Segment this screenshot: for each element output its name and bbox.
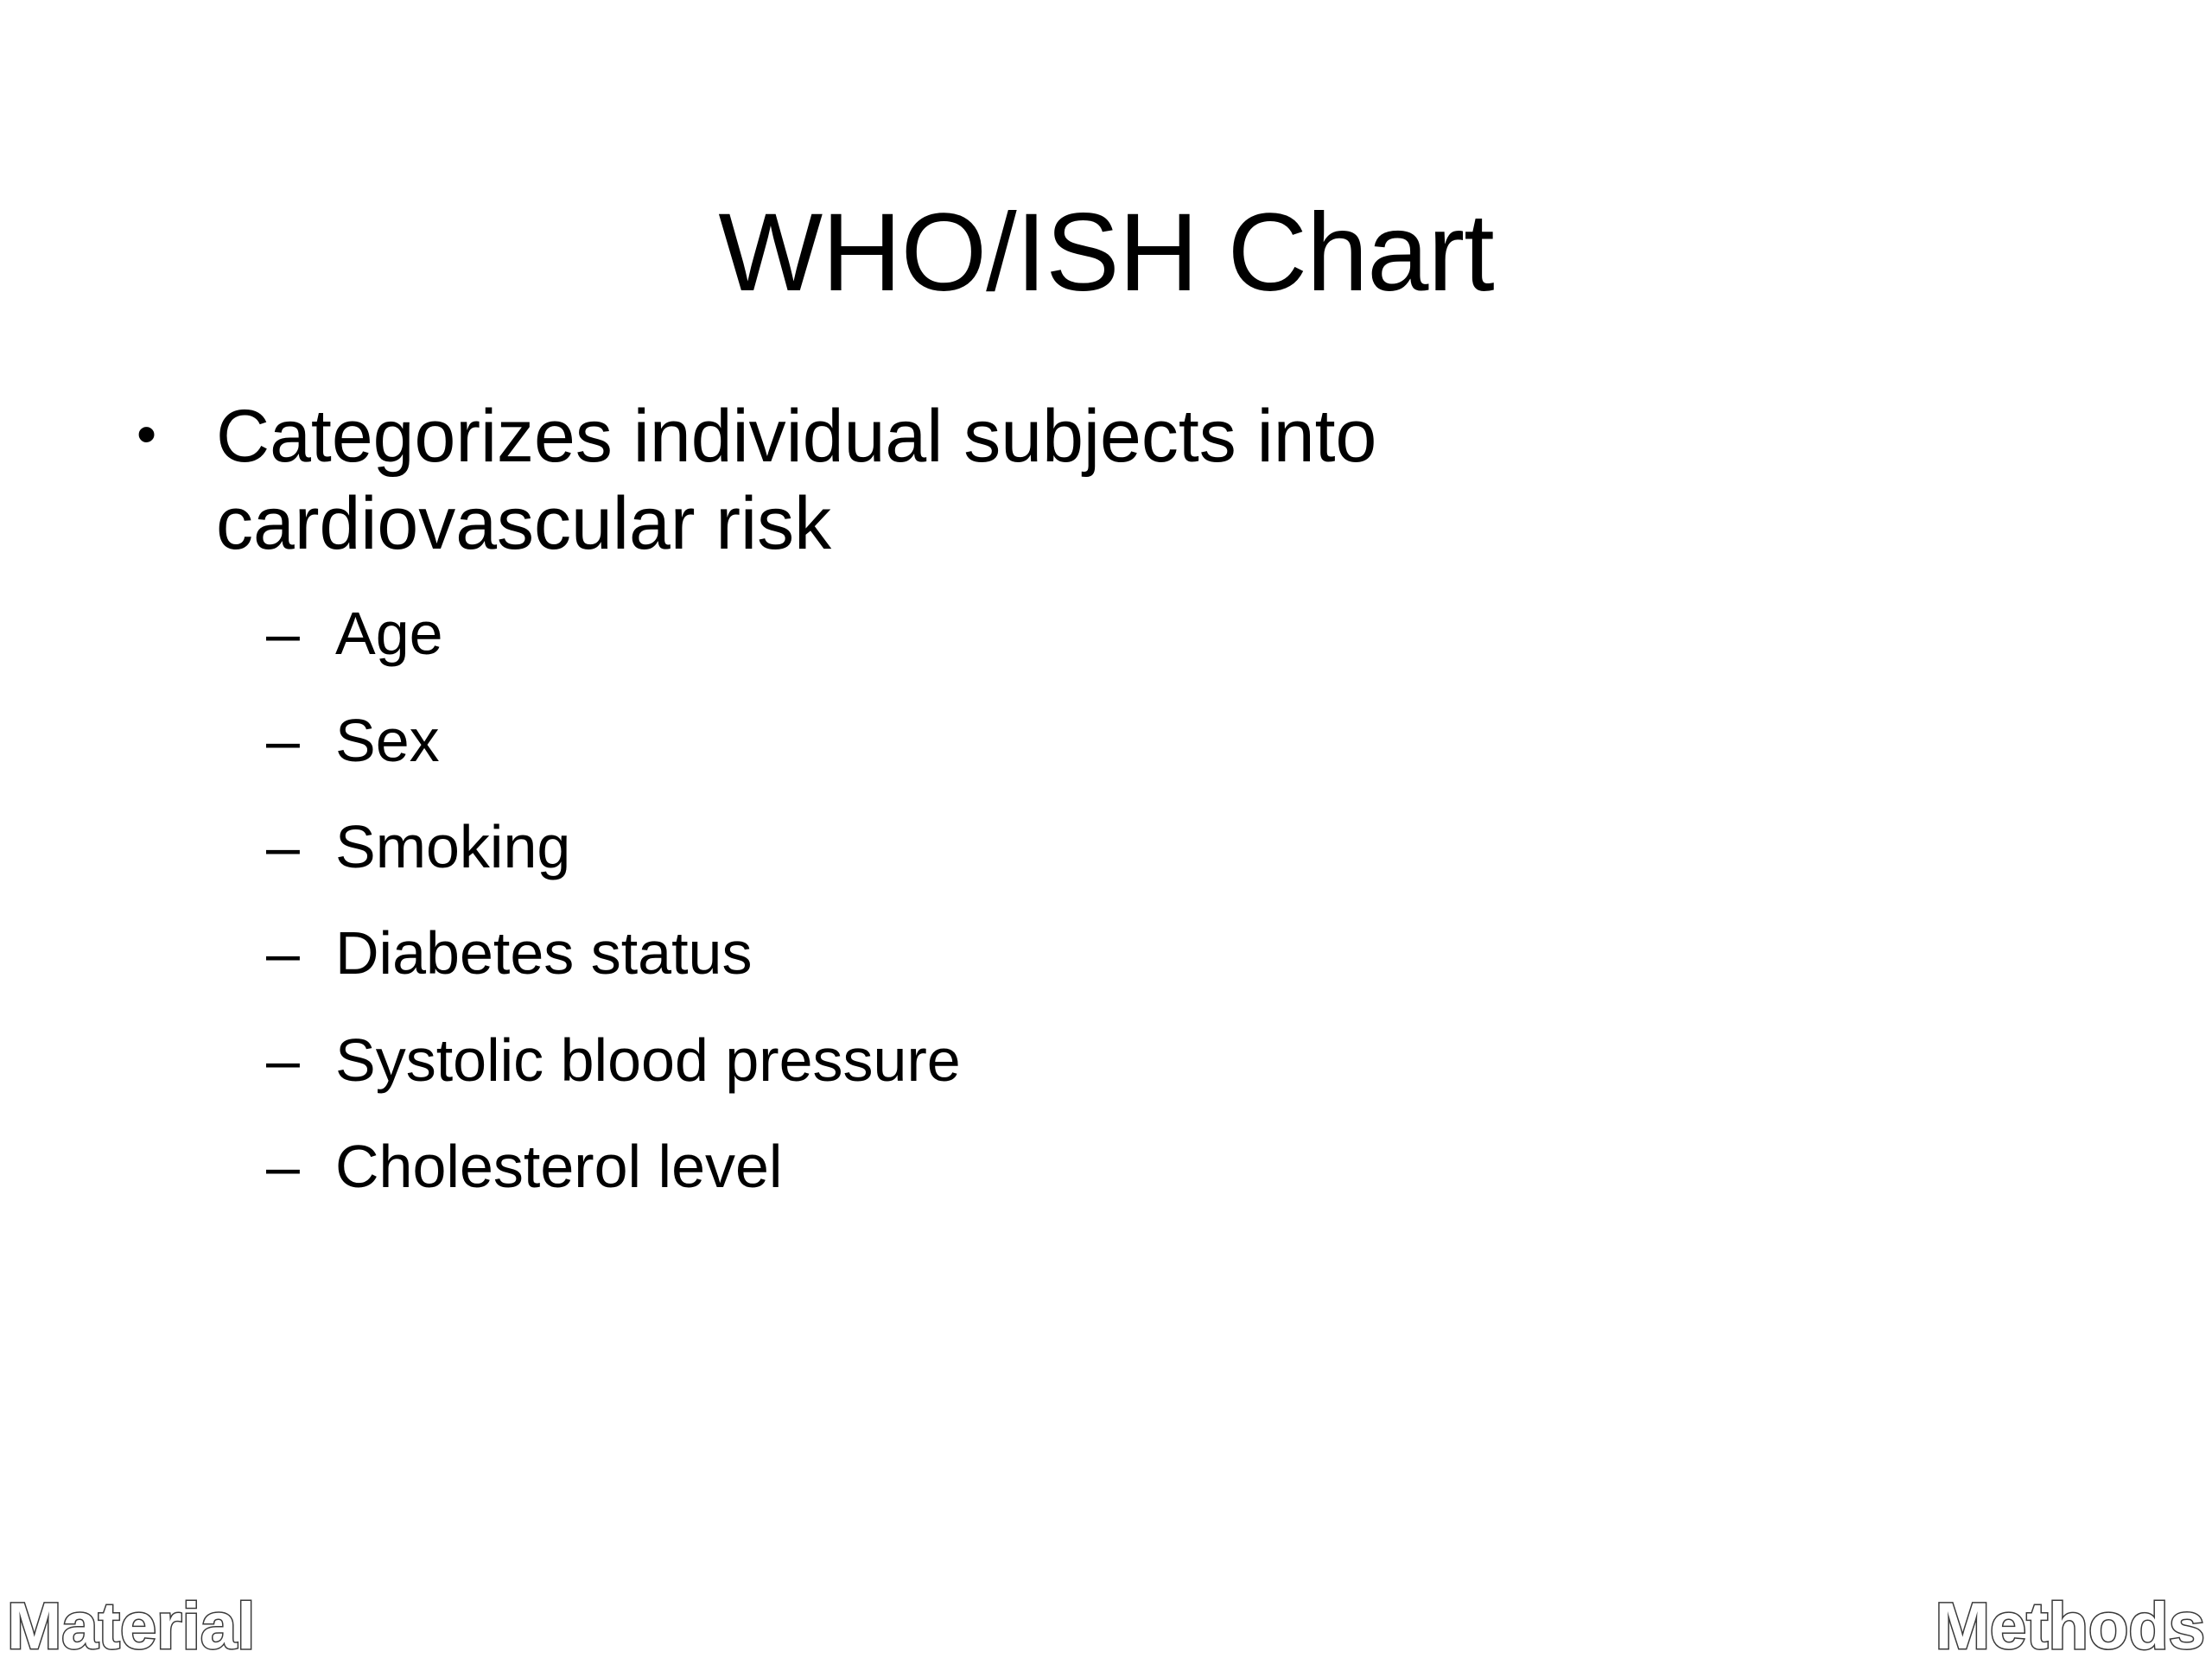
sub-list [121, 600, 1936, 1200]
dash-glyph: – [266, 600, 300, 668]
list-item-label: Cholesterol level [335, 1133, 783, 1201]
dash-glyph: – [266, 1026, 300, 1094]
list-item [266, 707, 1936, 774]
list-item-label: Age [335, 600, 443, 668]
footer-left-label: Material [7, 1590, 256, 1663]
list-item-label: Sex [335, 706, 440, 774]
list-item [266, 1133, 1936, 1200]
list-item [266, 600, 1936, 667]
dash-glyph: – [266, 1133, 300, 1201]
list-item [266, 919, 1936, 987]
slide-body [121, 393, 1936, 1240]
bullet-glyph: • [137, 402, 157, 466]
list-item-label: Diabetes status [335, 919, 753, 988]
dash-glyph: – [266, 813, 300, 880]
page-title: WHO/ISH Chart [718, 190, 1494, 314]
dash-glyph: – [266, 919, 300, 988]
dash-glyph: – [266, 706, 300, 774]
list-item-label: Categorizes individual subjects into cardiovascular risk [216, 395, 1377, 565]
list-item-label: Systolic blood pressure [335, 1026, 961, 1094]
list-item [121, 393, 1936, 567]
list-item [266, 813, 1936, 880]
list-item [266, 1026, 1936, 1094]
list-item-label: Smoking [335, 813, 571, 880]
footer-right-label: Methods [1935, 1590, 2205, 1663]
